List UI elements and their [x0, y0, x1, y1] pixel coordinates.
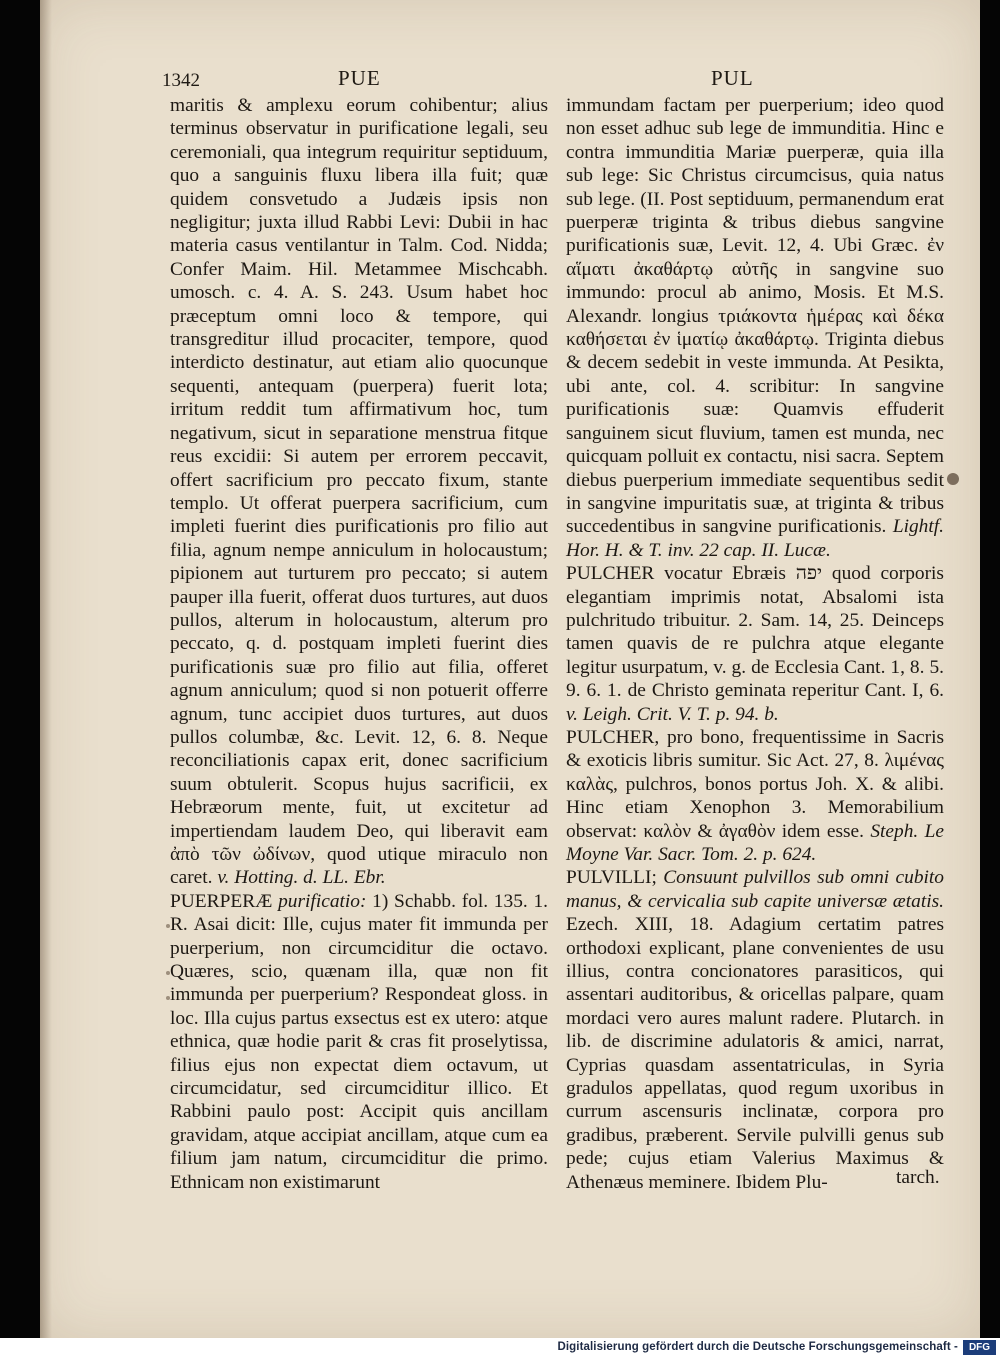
- dfg-logo: DFG: [963, 1340, 996, 1355]
- text-paragraph: [566, 94, 944, 562]
- entry-headword: PULCHER,: [566, 726, 660, 748]
- right-column: [566, 94, 944, 1194]
- right-running-head: PUL: [711, 66, 754, 90]
- paragraph-text: immundam factam per puerperium; ideo quod non esset adhuc sub lege de immunditia. Hinc e contra immunditia Mariæ puerperæ, quia illa sub lege: Sic Christus circumcisus, quia natus sub lege. (II. Post septiduum, permanendum erat puerperæ triginta & tribus diebus sangvine purificationis suæ, Levit. 12, 4. Ubi Græc. ἐν αἵματι ἀκαθάρτῳ αὐτῆς in sangvine suo immundo: procul ab animo, Mosis. Et M.S. Alexandr. longius τριάκοντα ἡμέρας καὶ δέκα καθήσεται ἐν ἱματίῳ ἀκαθάρτῳ. Triginta diebus & decem sedebit in veste immunda. At Pesikta, ubi ante, col. 4. scribitur: In sangvine purificationis suæ: Quamvis effuderit sanguinem sicut fluvium, tamen est munda, nec quicquam polluit ex contactu, nisi sacra. Septem diebus puerperium immediate sequentibus sedit in sangvine impuritatis suæ, at triginta & tribus succedentibus in sangvine purificationis.: [566, 95, 944, 538]
- digitization-footer: [0, 1338, 1000, 1358]
- left-running-head: PUE: [338, 66, 381, 90]
- dictionary-entry-pulcher: [566, 562, 944, 726]
- entry-subheading: purificatio:: [278, 890, 367, 912]
- entry-headword: PULCHER: [566, 563, 655, 585]
- entry-quotation: Consuunt pulvillos sub omni cubito manus, & cervicalia sub capite universæ ætatis.: [566, 867, 944, 912]
- margin-stain: [947, 473, 959, 485]
- dictionary-entry-pulvilli: [566, 866, 944, 1194]
- margin-dot: [166, 924, 170, 928]
- citation-reference: v. Hotting. d. LL. Ebr.: [217, 867, 386, 889]
- margin-dot: [166, 996, 170, 1000]
- margin-dot: [166, 971, 170, 975]
- citation-reference: v. Leigh. Crit. V. T. p. 94. b.: [566, 703, 779, 725]
- left-column: [170, 94, 548, 1193]
- paragraph-text: maritis & amplexu eorum cohibentur; alius terminus observatur in purificatione legali, seu ceremoniali, qua integrum requiritur septiduum, quo a sanguinis fluxu libera illa fuit; quæ quidem consvetudo a Judæis ipsis non negligitur; juxta illud Rabbi Levi: Dubii in hac materia casus ventilantur in Talm. Cod. Nidda; Confer Maim. Hil. Metammee Mischcabh. umosch. c. 4. A. S. 243. Usum habet hoc præceptum omni loco & tempore, qui transgreditur illud procaciter, tempore, quod interdicto destinatur, aut etiam alio quocunque sequenti, antequam (puerpera) fuerit lota; irritum reddit tum affirmativum hoc, tum negativum, sicut in separatione menstrua fitque reus excidii: Si autem per errorem peccavit, offert sacrificium pro peccato fixum, stante templo. Ut offerat puerpera sacrificium, cum impleti fuerint dies purificationis pro filio aut filia, agnum nempe anniculum in holocaustum; pipionem aut turturem pro peccato; si autem pauper illa fuerit, offerat duos turtures, aut duos pullos, alterum in holocaustum, alterum pro peccato, q. d. postquam impleti fuerint dies purificationis suæ pro filio aut filia, offeret agnum anniculum; quod si non potuerit offerre agnum, tunc accipiet duos turtures, aut duos pullos columbæ, &c. Levit. 12, 6. 8. Neque reconciliationis capax erit, donec sacrificium suum obtulerit. Scopus hujus sacrificii, ex Hebræorum mente, fuit, ut excitetur ad impertiendam laudem Deo, qui liberavit eam ἀπὸ τῶν ὠδίνων, quod utique miraculo non caret.: [170, 95, 548, 889]
- page-binding-shadow: [40, 0, 52, 1338]
- catchword: tarch.: [896, 1167, 940, 1188]
- funding-notice: Digitalisierung gefördert durch die Deutsche Forschungsgemeinschaft -: [557, 1341, 958, 1353]
- citation-reference: Steph. Le Moyne Var. Sacr. Tom. 2. p. 624.: [566, 820, 944, 865]
- text-paragraph: [170, 94, 548, 890]
- citation-reference: Lightf. Hor. H. & T. inv. 22 cap. II. Lucæ.: [566, 516, 944, 561]
- running-head: [162, 66, 940, 96]
- entry-text: pro bono, frequentissime in Sacris & exoticis libris sumitur. Sic Act. 27, 8. λιμένας καλὰς, pulchros, bonos portus Joh. X. & alibi. Hinc etiam Xenophon 3. Memorabilium observat: καλὸν & ἀγαθὸν idem esse.: [566, 726, 944, 842]
- entry-text: Ezech. XIII, 18. Adagium certatim patres orthodoxi explicant, plane convenientes de usu illius, contra concionatores parasiticos, qui assentari auditoribus, & oricellas palpare, quam mordaci vero aures malunt radere. Plutarch. in lib. de discrimine adulatoris & amici, narrat, Cyprias quasdam assentatriculas, in Syria gradulos appellatas, quod regum uxoribus in currum ascensuris inclinatæ, corpora pro gradibus, præberent. Servile pulvilli genus sub pede; cujus etiam Valerius Maximus & Athenæus meminere. Ibidem Plu-: [566, 914, 944, 1193]
- dictionary-entry-puerperae: [170, 890, 548, 1194]
- entry-text: 1) Schabb. fol. 135. 1. R. Asai dicit: Ille, cujus mater fit immunda per puerperium, non circumciditur die octavo. Quæres, scio, quænam illa, quæ non fit immunda per puerperium? Respondeat gloss. in loc. Illa cujus partus exsectus est ex utero: atque ethnica, quæ hodie parit & cras fit proselytissa, filius ejus non expectat diem octavum, ut circumcidatur, sed circumciditur illico. Et Rabbini paulo post: Accipit quis ancillam gravidam, atque accipiat ancillam, atque cum ea filium jam natum, circumciditur die primo. Ethnicam non existimarunt: [170, 890, 548, 1193]
- entry-headword: PUERPERÆ: [170, 890, 273, 912]
- entry-text: vocatur Ebræis יפה quod corporis elegantiam imprimis notat, Absalomi ista pulchritudo tribuitur. 2. Sam. 14, 25. Deinceps tamen quavis de re pulchra atque elegante legitur usurpatum, v. g. de Ecclesia Cant. 1, 8. 5. 9. 6. 1. de Christo geminata reperitur Cant. I, 6.: [566, 563, 944, 702]
- page-number: 1342: [162, 70, 200, 91]
- entry-headword: PULVILLI;: [566, 867, 657, 889]
- dictionary-entry-pulcher-bono: [566, 726, 944, 866]
